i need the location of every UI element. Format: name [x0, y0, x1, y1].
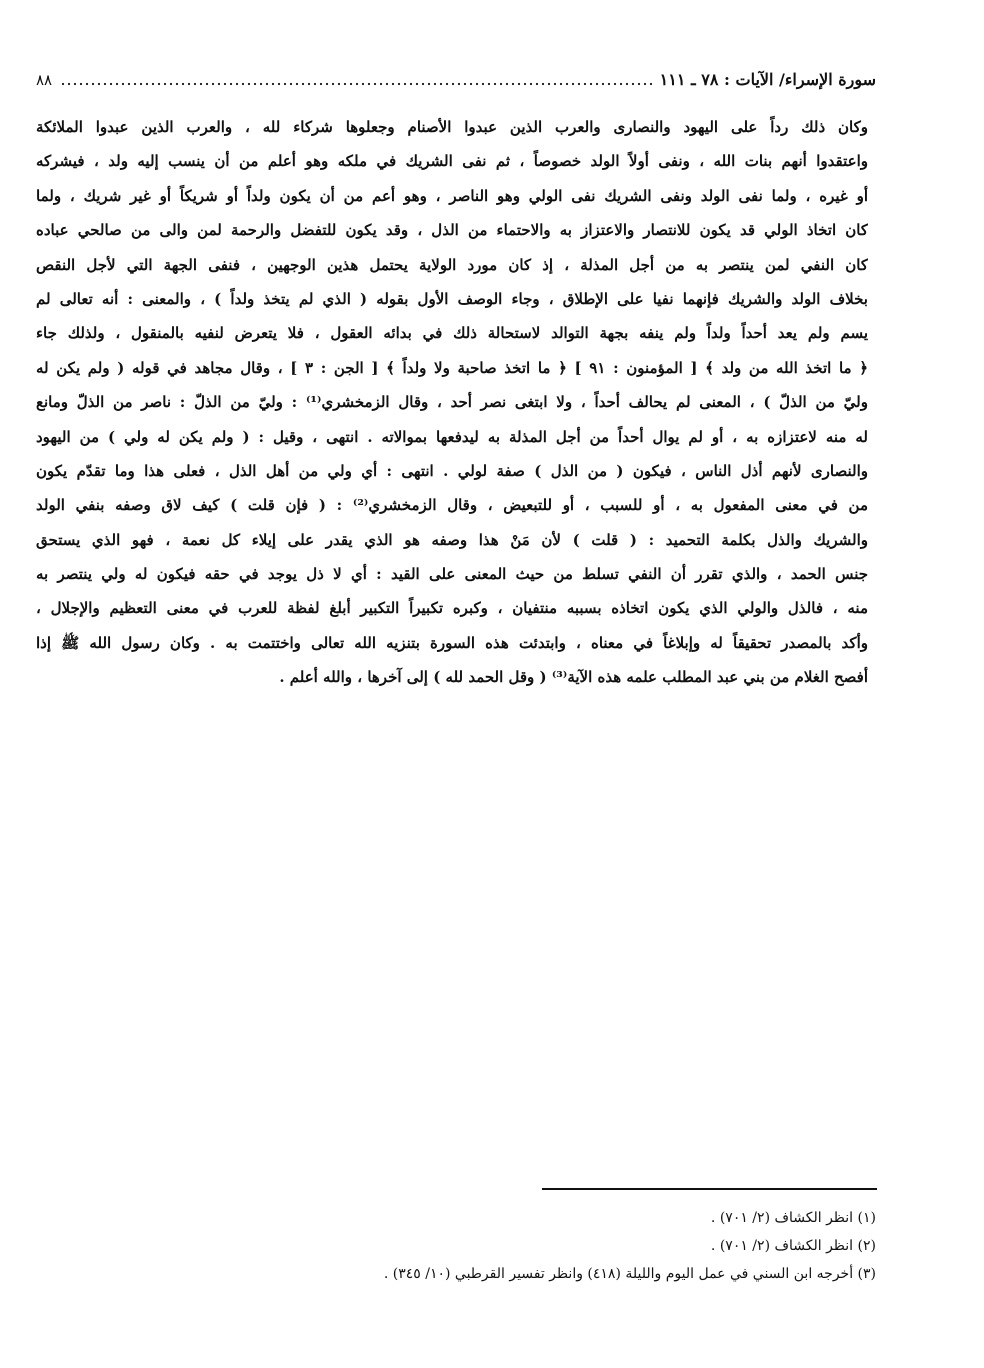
text-line: كان النفي لمن ينتصر به من أجل المذلة ، إذ كان مورد الولاية يحتمل هذين الوجهين ، فنفى الجهة التي لأجل النقص: [36, 255, 868, 274]
text-line: له منه لاعتزازه به ، أو لم يوال أحداً من أجل المذلة به ليدفعها بموالاته . انتهى ، وقيل : ( ولم يكن له ولي ) من اليهود: [36, 427, 868, 446]
text-line: من في معنى المفعول به ، أو للسبب ، أو للتبعيض ، وقال الزمخشري⁽²⁾ : ( فإن قلت ) كيف لاق وصفه بنفي الولد: [36, 496, 868, 515]
text-line: أفصح الغلام من بني عبد المطلب علمه هذه الآية⁽³⁾ ( وقل الحمد لله ) إلى آخرها ، والله أعلم .: [279, 668, 868, 687]
text-line: والشريك والذل بكلمة التحميد : ( قلت ) لأن مَنْ هذا وصفه هو الذي يقدر على إيلاء كل نعمة ، فهو الذي يستحق: [36, 530, 868, 549]
text-line: واعتقدوا أنهم بنات الله ، ونفى أولاً الولد خصوصاً ، ثم نفى الشريك في ملكه وهو أعلم من أن ينسب إليه ولد ، فيشركه: [36, 152, 868, 171]
text-line: كان اتخاذ الولي قد يكون للانتصار والاعتزاز به والاحتماء من الذل ، وقد يكون للتفضل والرحمة لمن والى من صالحي عباده: [36, 221, 868, 240]
text-line: جنس الحمد ، والذي تقرر أن النفي تسلط من حيث المعنى على القيد : أي لا ذل يوجد في حقه فيكون له ولي ينتصر به: [36, 565, 868, 584]
body-text: [36, 110, 868, 695]
text-line: بخلاف الولد والشريك فإنهما نفيا على الإطلاق ، وجاء الوصف الأول بقوله ( الذي لم يتخذ ولداً ) ، والمعنى : أنه تعالى لم: [36, 289, 868, 308]
footnote-separator: [542, 1188, 877, 1190]
footnote: (١) انظر الكشاف (٢/ ٧٠١) .: [710, 1210, 876, 1226]
text-line: وأكد بالمصدر تحقيقاً له وإبلاغاً في معناه ، وابتدئت هذه السورة بتنزيه الله تعالى واختتمت به . وكان رسول الله ﷺ إذا: [36, 633, 868, 652]
text-line: وكان ذلك رداً على اليهود والنصارى والعرب الذين عبدوا الأصنام وجعلوها شركاء لله ، والعرب الذين عبدوا الملائكة: [36, 118, 868, 136]
text-line: وليّ من الذلّ ) ، المعنى لم يحالف أحداً ، ولا ابتغى نصر أحد ، وقال الزمخشري⁽¹⁾ : وليّ من الذلّ : ناصر من الذلّ ومانع: [36, 393, 868, 412]
text-line: ﴿ ما اتخذ الله من ولد ﴾ [ المؤمنون : ٩١ ] ﴿ ما اتخذ صاحبة ولا ولداً ﴾ [ الجن : ٣ ] ، وقال مجاهد في قوله ( ولم يكن له: [36, 358, 868, 377]
chapter-title: سورة الإسراء/ الآيات : ٧٨ ـ ١١١: [659, 70, 876, 89]
footnotes: [200, 1204, 876, 1288]
text-line: يسم ولم يعد أحداً ولداً ولم ينفه بجهة التوالد لاستحالة ذلك في بدائه العقول ، فلا يتعرض لنفيه بالمنقول ، ولذلك جاء: [36, 324, 868, 343]
text-line: والنصارى لأنهم أذل الناس ، فيكون ( من الذل ) صفة لولي . انتهى : أي ولي من أهل الذل ، فعلى هذا وما تقدّم يكون: [36, 461, 868, 480]
text-line: أو غيره ، ولما نفى الولد ونفى الشريك نفى الولي وهو الناصر ، وهو أعم من أن يكون ولداً أو شريكاً أو غير شريك ، ولما: [36, 186, 868, 205]
footnote: (٣) أخرجه ابن السني في عمل اليوم والليلة (٤١٨) وانظر تفسير القرطبي (١٠/ ٣٤٥) .: [383, 1266, 876, 1282]
header-dot-leader: [60, 71, 652, 89]
footnote: (٢) انظر الكشاف (٢/ ٧٠١) .: [710, 1238, 876, 1254]
running-header: [36, 66, 876, 94]
page-number: ٨٨: [36, 71, 53, 89]
text-line: منه ، فالذل والولي الذي يكون اتخاذه بسببه منتفيان ، وكبره تكبيراً التكبير أبلغ لفظة للعرب في معنى التعظيم والإجلال ،: [36, 599, 868, 618]
